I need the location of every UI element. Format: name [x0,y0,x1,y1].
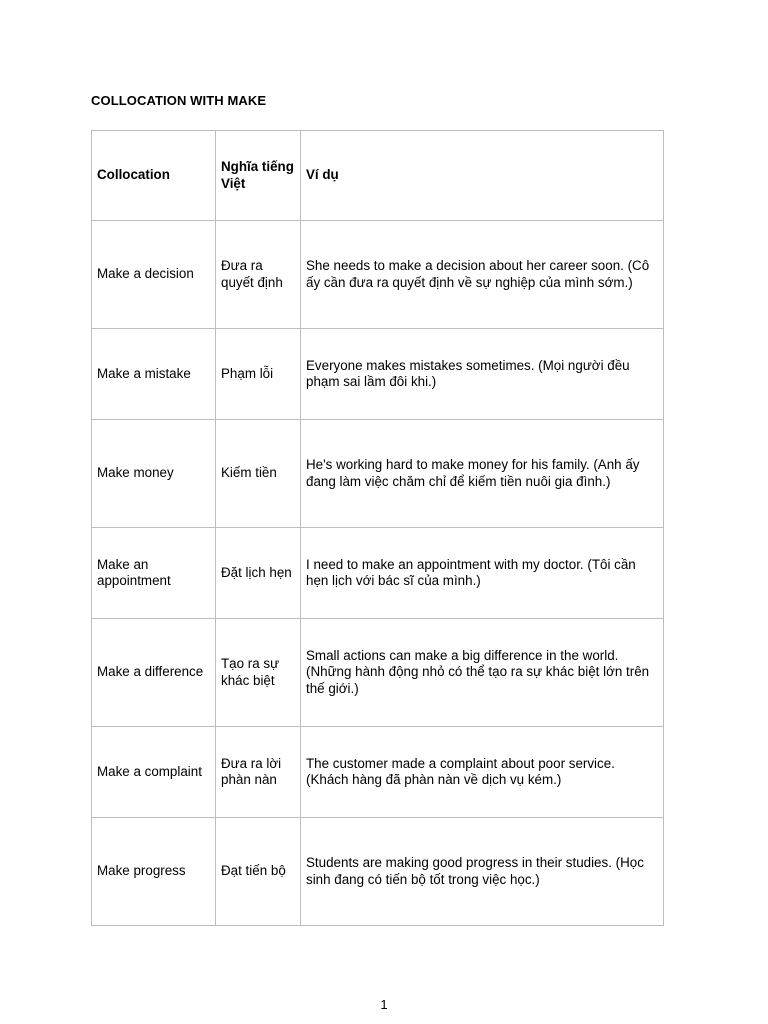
table-row [92,420,664,528]
table-row [92,221,664,329]
table-row [92,619,664,727]
meaning-cell: Đưa ra quyết định [216,221,301,329]
collocation-table [91,130,664,926]
table-row [92,727,664,818]
collocation-cell: Make a difference [92,619,216,727]
table-row [92,528,664,619]
collocation-cell: Make a mistake [92,329,216,420]
collocation-cell: Make a complaint [92,727,216,818]
collocation-cell: Make an appointment [92,528,216,619]
collocation-cell: Make a decision [92,221,216,329]
header-collocation: Collocation [92,131,216,221]
example-cell: Small actions can make a big difference in the world. (Những hành động nhỏ có thể tạo ra sự khác biệt lớn trên thế giới.) [301,619,664,727]
table-header-row [92,131,664,221]
meaning-cell: Kiếm tiền [216,420,301,528]
collocation-cell: Make money [92,420,216,528]
example-cell: Everyone makes mistakes sometimes. (Mọi người đều phạm sai lầm đôi khi.) [301,329,664,420]
header-example: Ví dụ [301,131,664,221]
example-cell: I need to make an appointment with my doctor. (Tôi cần hẹn lịch với bác sĩ của mình.) [301,528,664,619]
example-cell: He's working hard to make money for his family. (Anh ấy đang làm việc chăm chỉ để kiếm tiền nuôi gia đình.) [301,420,664,528]
example-cell: The customer made a complaint about poor service. (Khách hàng đã phàn nàn về dịch vụ kém.) [301,727,664,818]
meaning-cell: Phạm lỗi [216,329,301,420]
example-cell: Students are making good progress in their studies. (Học sinh đang có tiến bộ tốt trong việc học.) [301,818,664,926]
meaning-cell: Đặt lịch hẹn [216,528,301,619]
meaning-cell: Tạo ra sự khác biệt [216,619,301,727]
page-title: COLLOCATION WITH MAKE [91,93,267,108]
table-row [92,329,664,420]
table-row [92,818,664,926]
page-number: 1 [380,997,388,1012]
header-meaning: Nghĩa tiếng Việt [216,131,301,221]
meaning-cell: Đưa ra lời phàn nàn [216,727,301,818]
collocation-cell: Make progress [92,818,216,926]
meaning-cell: Đạt tiến bộ [216,818,301,926]
example-cell: She needs to make a decision about her career soon. (Cô ấy cần đưa ra quyết định về sự nghiệp của mình sớm.) [301,221,664,329]
